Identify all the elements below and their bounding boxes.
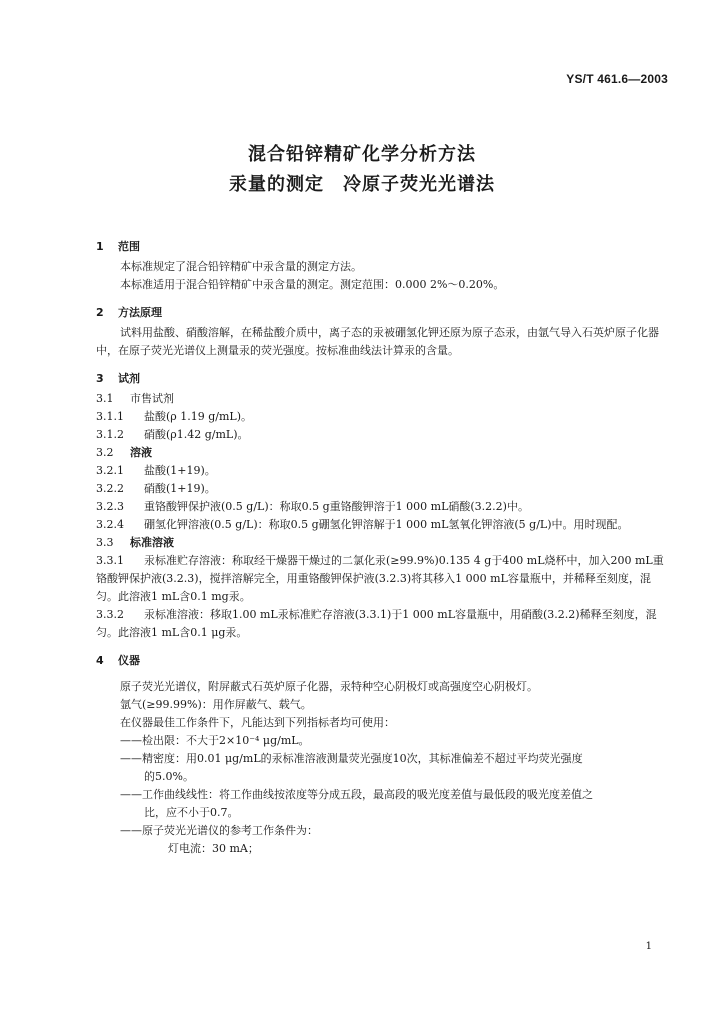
item-text: 溶液 [130,446,152,459]
scope-paragraph-2: 本标准适用于混合铅锌精矿中汞含量的测定。测定范围：0.000 2%～0.20%。 [120,278,505,291]
section-title: 范围 [118,240,140,253]
spec-detection-limit: ——检出限：不大于2×10⁻⁴ μg/mL。 [120,734,310,747]
standard-code: YS/T 461.6—2003 [566,72,668,86]
item-number: 3.3.2 [96,608,124,621]
item-text: 标准溶液 [130,536,174,549]
section-4-heading [96,650,668,672]
instrument-paragraph-2: 氩气(≥99.99%)：用作屏蔽气、载气。 [120,698,312,711]
item-number: 3.2.2 [96,482,124,495]
title-line-1: 混合铅锌精矿化学分析方法 [248,144,476,165]
scope-paragraph-1: 本标准规定了混合铅锌精矿中汞含量的测定方法。 [120,260,362,273]
principle-paragraph: 试料用盐酸、硝酸溶解，在稀盐酸介质中，离子态的汞被硼氢化钾还原为原子态汞，由氩气导入石英炉原子化器中，在原子荧光光谱仪上测量汞的荧光强度。按标准曲线法计算汞的含量。 [96,326,659,357]
section-number: 1 [96,240,104,253]
reagent-item [96,408,668,426]
item-text: 汞标准溶液：移取1.00 mL汞标准贮存溶液(3.3.1)于1 000 mL容量瓶中，用硝酸(3.2.2)稀释至刻度，混匀。此溶液1 mL含0.1 μg汞。 [96,608,657,639]
item-number: 3.2.1 [96,464,124,477]
instrument-paragraph-1: 原子荧光光谱仪，附屏蔽式石英炉原子化器，汞特种空心阴极灯或高强度空心阴极灯。 [120,680,538,693]
reagent-item [96,516,668,534]
section-2-heading [96,302,668,324]
item-text: 汞标准贮存溶液：称取经干燥器干燥过的二氯化汞(≥99.9%)0.135 4 g于400 mL烧杯中，加入200 mL重铬酸钾保护液(3.2.3)，搅拌溶解完全，用重铬酸钾保护液(3.2.3)将其移入1 000 mL容量瓶中，并稀释至刻度，混匀。此溶液1 mL含0.1 mg汞。 [96,554,664,603]
item-number: 3.2 [96,446,114,459]
item-number: 3.1.2 [96,428,124,441]
reagent-item [96,552,668,606]
section-number: 2 [96,306,104,319]
item-text: 硼氢化钾溶液(0.5 g/L)：称取0.5 g硼氢化钾溶解于1 000 mL氢氧化钾溶液(5 g/L)中。用时现配。 [144,518,629,531]
spec-precision-cont: 的5.0%。 [144,770,194,783]
reagent-item [96,498,668,516]
reagent-item [96,606,668,642]
item-text: 市售试剂 [130,392,174,405]
item-text: 重铬酸钾保护液(0.5 g/L)：称取0.5 g重铬酸钾溶于1 000 mL硝酸(3.2.2)中。 [144,500,529,513]
reagent-item [96,480,668,498]
reagent-item [96,534,668,552]
section-1-heading [96,236,668,258]
document-body [96,228,668,858]
reagent-list [96,390,668,642]
reagent-item [96,390,668,408]
section-title: 仪器 [118,654,140,667]
section-number: 4 [96,654,104,667]
section-number: 3 [96,372,104,385]
instrument-paragraph-3: 在仪器最佳工作条件下，凡能达到下列指标者均可使用： [120,716,395,729]
document-title [0,140,724,200]
spec-lamp-current: 灯电流：30 mA； [168,842,259,855]
item-text: 盐酸(ρ 1.19 g/mL)。 [144,410,253,423]
item-number: 3.2.4 [96,518,124,531]
item-text: 硝酸(ρ1.42 g/mL)。 [144,428,249,441]
title-line-2: 汞量的测定 冷原子荧光光谱法 [229,174,495,195]
reagent-item [96,462,668,480]
item-text: 硝酸(1+19)。 [144,482,216,495]
section-title: 试剂 [118,372,140,385]
spec-reference-conditions: ——原子荧光光谱仪的参考工作条件为： [120,824,318,837]
item-text: 盐酸(1+19)。 [144,464,216,477]
page-number: 1 [645,941,652,952]
section-3-heading [96,368,668,390]
spec-linearity: ——工作曲线线性：将工作曲线按浓度等分成五段，最高段的吸光度差值与最低段的吸光度差值之 [120,788,593,801]
item-number: 3.1.1 [96,410,124,423]
item-number: 3.3.1 [96,554,124,567]
reagent-item [96,426,668,444]
section-title: 方法原理 [118,306,162,319]
item-number: 3.1 [96,392,114,405]
spec-precision: ——精密度：用0.01 μg/mL的汞标准溶液测量荧光强度10次，其标准偏差不超过平均荧光强度 [120,752,583,765]
item-number: 3.2.3 [96,500,124,513]
reagent-item [96,444,668,462]
spec-linearity-cont: 比，应不小于0.7。 [144,806,239,819]
item-number: 3.3 [96,536,114,549]
